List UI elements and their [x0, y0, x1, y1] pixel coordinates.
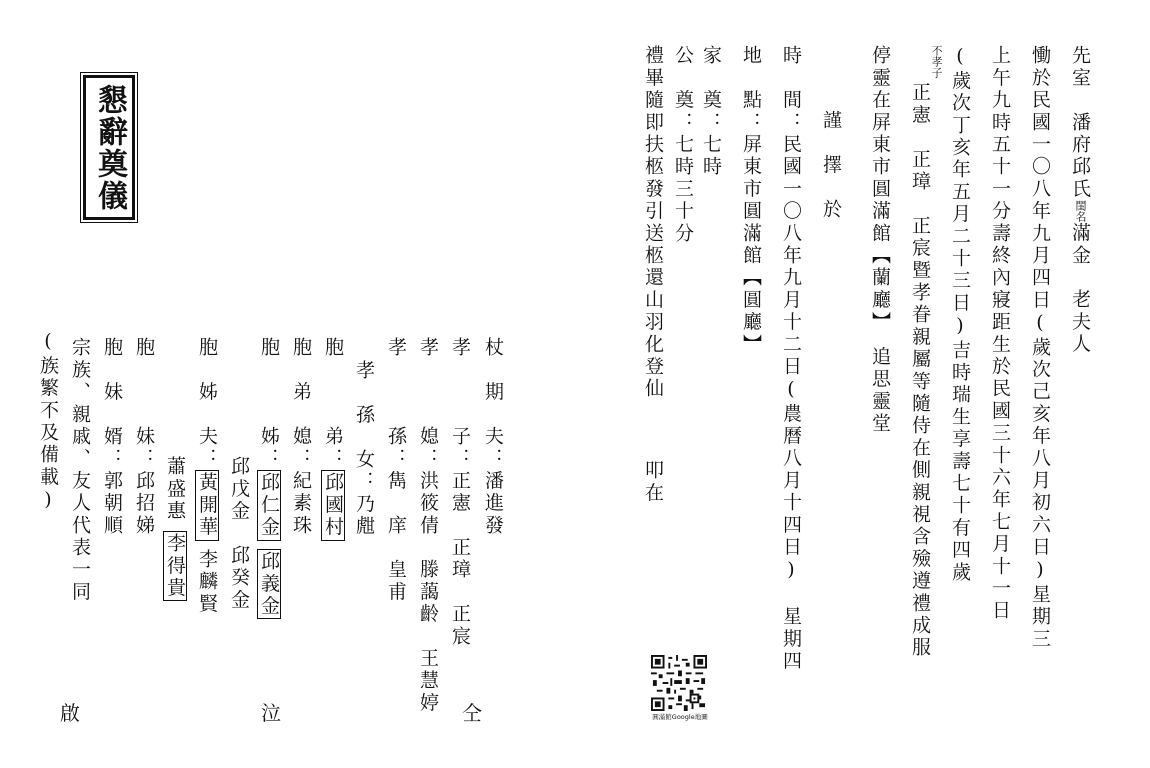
page-title: 懇辭奠儀 — [92, 83, 127, 212]
right-col-5: 正憲 正璋 正宸暨孝眷親屬等隨侍在側親視含殮遵禮成服 — [909, 82, 931, 660]
role-label: 胞 妹 婿： — [101, 337, 123, 471]
qr-code-icon[interactable] — [650, 655, 708, 711]
name-note: 閨名 — [1074, 200, 1087, 223]
family-name: 黃開華 — [196, 472, 218, 539]
right-col-6: 停靈在屏東市圓滿館【蘭廳】 追思靈堂 — [869, 45, 891, 436]
family-col-3 — [415, 337, 441, 714]
family-name: 正憲 正璋 正宸 — [449, 470, 471, 648]
family-col-4 — [383, 337, 409, 603]
footer-tong: 仝 — [462, 701, 482, 725]
qr-label: 圓滿館Google地圖 — [652, 713, 708, 721]
family-col-12 — [131, 337, 157, 537]
right-col-2: 慟於民國一〇八年九月四日(歲次己亥年八月初六日)星期三 — [1029, 45, 1051, 651]
family-name: 蕭盛惠 — [164, 456, 186, 523]
family-col-6 — [320, 337, 346, 541]
family-name: 雋 庠 皇甫 — [385, 470, 407, 604]
family-name: 邱招娣 — [133, 470, 155, 537]
role-label: 胞 妹： — [133, 337, 155, 471]
family-name: 邱義金 — [258, 550, 280, 618]
footer-qi: 泣 — [261, 701, 281, 725]
family-name: 乃甝 — [353, 493, 375, 538]
role-label: 胞 弟： — [322, 337, 344, 471]
family-name: 邱戊金 邱癸金 — [228, 456, 250, 612]
family-col-1 — [480, 337, 506, 537]
family-name: 潘進發 — [482, 470, 504, 537]
family-col-7 — [288, 337, 314, 537]
deceased-name: 滿金 老夫人 — [1069, 222, 1091, 356]
right-col-7: 謹 擇 於 — [820, 110, 842, 221]
deceased-prefix: 先室 潘府邱氏 — [1069, 45, 1091, 201]
right-col-4: (歲次丁亥年五月二十三日)吉時瑞生享壽七十有四歲 — [949, 45, 971, 584]
role-label: 孝 孫 女： — [353, 360, 375, 494]
family-name: 邱仁金 — [258, 472, 280, 539]
role-label: 杖 期 夫： — [482, 337, 504, 471]
family-col-10 — [194, 337, 220, 615]
family-col-2 — [447, 337, 473, 648]
right-col-12: 禮畢隨即扶柩發引送柩還山羽化登仙 — [642, 45, 664, 401]
family-col-5 — [351, 360, 377, 538]
family-col-8 — [256, 337, 282, 619]
role-label: 胞 姊： — [258, 337, 280, 471]
role-label: 胞 弟 媳： — [290, 337, 312, 471]
family-name: 紀素珠 — [290, 470, 312, 537]
right-col-1 — [1067, 45, 1093, 356]
right-col-9: 地 點：屏東市圓滿館【圓廳】 — [740, 45, 762, 356]
role-label: 孝 媳： — [417, 337, 439, 471]
family-col-9 — [226, 456, 252, 611]
family-col-15: (族繁不及備載) — [37, 330, 59, 514]
role-label: 孝 孫： — [385, 337, 407, 471]
title-box — [83, 75, 135, 220]
role-label: 胞 姊 夫： — [196, 337, 218, 471]
family-col-11 — [162, 456, 188, 601]
right-col-8: 時 間：民國一〇八年九月十二日(農曆八月十四日) 星期四 — [780, 45, 802, 673]
family-col-13 — [99, 337, 125, 537]
family-col-14: 宗族、親戚、友人代表一同 — [69, 337, 91, 604]
right-col-3: 上午九時五十一分壽終內寢距生於民國三十六年七月十一日 — [989, 45, 1011, 623]
family-name: 李得貴 — [164, 532, 186, 600]
footer-qi-open: 啟 — [60, 701, 80, 725]
right-col-10: 家 奠：七時 — [700, 45, 722, 179]
family-name: 郭朝順 — [101, 470, 123, 537]
family-name: 洪筱倩 滕藹齡 王慧婷 — [417, 470, 439, 715]
right-col-12-end: 叩在 — [642, 460, 664, 505]
unfilial-note: 不孝子 — [930, 45, 943, 78]
family-name: 李麟賢 — [196, 548, 218, 616]
family-name: 邱國村 — [322, 472, 344, 539]
right-col-11: 公 奠：七時三十分 — [672, 45, 694, 245]
role-label: 孝 子： — [449, 337, 471, 471]
